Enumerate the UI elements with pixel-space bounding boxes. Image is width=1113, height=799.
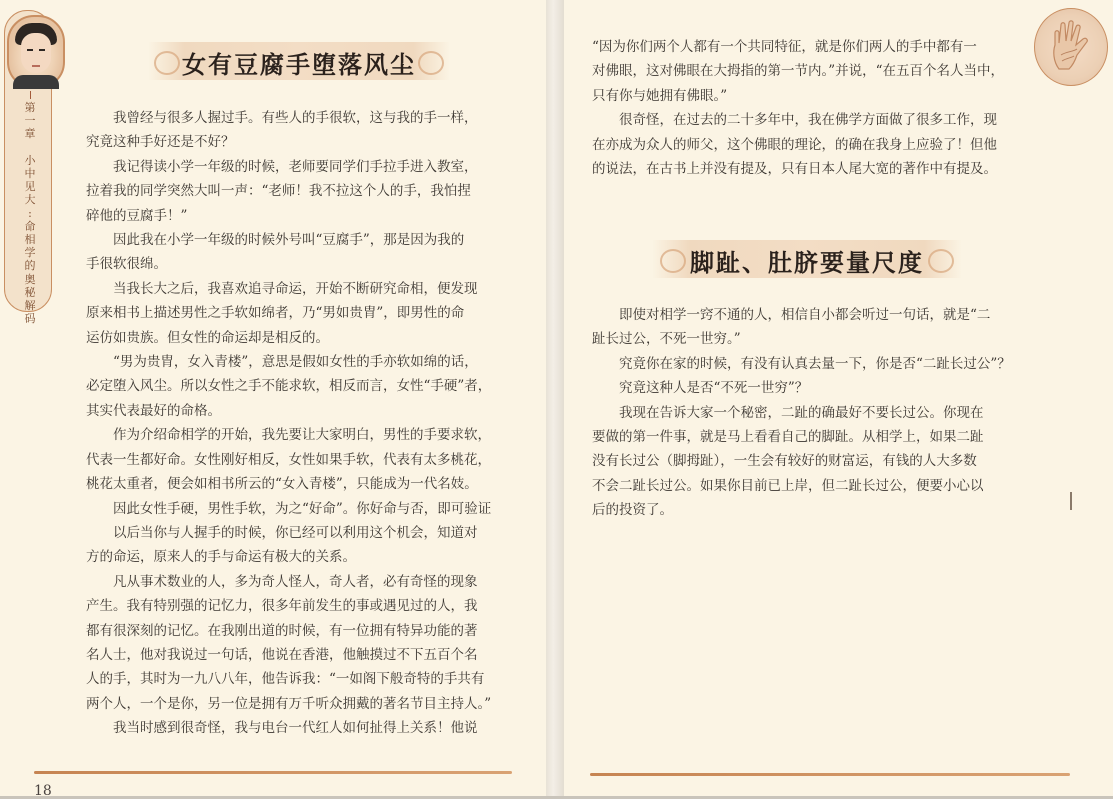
body-text [86,106,512,754]
tab-char: 中 [24,167,36,181]
text-line: 我现在告诉大家一个秘密，二趾的确最好不要长过公。你现在 [592,404,984,421]
section-title: 脚趾、肚脐要量尺度 [690,248,924,277]
text-line: 不会二趾长过公。如果你目前已上岸，但二趾长过公，便要小心以 [592,477,984,494]
bottom-rule [590,773,1070,776]
section-heading [652,240,962,278]
tab-char: 解 [24,299,36,313]
tab-char: 的 [24,259,36,273]
text-line: 我曾经与很多人握过手。有些人的手很软，这与我的手一样， [86,110,478,126]
tab-char: 码 [24,312,36,326]
text-line: 我记得读小学一年级的时候，老师要同学们手拉手进入教室， [86,158,478,175]
body-text-top [592,35,1030,185]
text-line: 在亦成为众人的师父，这个佛眼的理论，的确在我身上应验了！但他 [592,136,997,153]
left-page [0,0,546,799]
text-line: 原来相书上描述男性之手软如绵者，乃“男如贵胄”，即男性的命 [86,305,465,322]
tab-char: 学 [24,246,36,260]
text-line: 都有很深刻的记忆。在我刚出道的时候，有一位拥有特异功能的著 [86,622,478,639]
page-number: 18 [34,783,52,799]
tab-char: : [28,206,32,220]
text-line: 我当时感到很奇怪，我与电台一代红人如何扯得上关系！他说 [86,720,478,737]
text-line: 的说法，在古书上并没有提及，只有日本人尾大宽的著作中有提及。 [592,161,997,178]
text-line: 手很软很绵。 [86,256,167,273]
text-line: 运仿如贵族。但女性的命运却是相反的。 [86,329,329,346]
right-page [564,0,1113,796]
text-line: 碎他的豆腐手！” [86,207,188,224]
tab-char: 奥 [24,272,36,286]
text-line: 拉着我的同学突然大叫一声：“老师！我不拉这个人的手，我怕捏 [86,183,471,200]
tab-char: 见 [24,180,36,194]
text-line: 作为介绍命相学的开始，我先要让大家明白，男性的手要求软， [86,427,491,444]
text-line: 两个人，一个是你，另一位是拥有万千听众拥戴的著名节目主持人。” [86,695,492,712]
text-line: 对佛眼，这对佛眼在大拇指的第一节内。”并说，“在五百个名人当中， [592,63,1005,80]
tab-char [19,141,41,154]
text-line: 凡从事术数业的人，多为奇人怪人，奇人者，必有奇怪的现象 [86,573,478,590]
text-line: 即使对相学一窍不通的人，相信自小都会听过一句话，就是“二 [592,307,991,323]
tab-char: 章 [24,127,36,141]
section-heading [148,42,450,80]
page-edge-mark [1070,492,1072,510]
text-line: 究竟你在家的时候，有没有认真去量一下，你是否“二趾长过公”？ [592,355,1011,372]
tab-char: 一 [24,114,36,128]
text-line: 很奇怪，在过去的二十多年中，我在佛学方面做了很多工作，现 [592,112,997,129]
tab-char: 小 [24,153,36,167]
text-line: 当我长大之后，我喜欢追寻命运，开始不断研究命相，便发现 [86,280,478,297]
text-line: 代表一生都好命。女性刚好相反，女性如果手软，代表有太多桃花， [86,451,491,468]
tab-char: 第 [24,101,36,114]
text-line: 必定堕入风尘。所以女性之手不能求软，相反而言，女性“手硬”者， [86,378,492,395]
text-line: 名人士，他对我说过一句话，他说在香港，他触摸过不下五百个名 [86,646,478,663]
text-line: 人的手，其时为一九八八年，他告诉我：“一如阁下般奇特的手共有 [86,671,485,688]
text-line: “男为贵胄，女入青楼”，意思是假如女性的手亦软如绵的话， [86,354,478,371]
chapter-tab [4,10,52,326]
text-line: 只有你与她拥有佛眼。” [592,87,728,104]
text-line: 因此女性手硬，男性手软，为之“好命”。你好命与否，即可验证 [86,500,492,517]
tab-divider [30,91,31,99]
palm-hand-icon [1034,8,1108,86]
section-title: 女有豆腐手堕落风尘 [182,50,416,79]
text-line: 要做的第一件事，就是马上看看自己的脚趾。从相学上，如果二趾 [592,429,984,446]
text-line: 趾长过公，不死一世穷。” [592,331,741,348]
gutter [546,0,564,796]
text-line: 其实代表最好的命格。 [86,402,221,419]
text-line: 因此我在小学一年级的时候外号叫“豆腐手”，那是因为我的 [86,232,465,249]
text-line: 方的命运，原来人的手与命运有极大的关系。 [86,549,356,566]
tab-char: 大 [24,193,36,207]
tab-char: 秘 [24,285,36,299]
text-line: 产生。我有特别强的记忆力，很多年前发生的事或遇见过的人，我 [86,598,478,615]
text-line: 究竟这种人是否“不死一世穷”？ [592,380,809,397]
portrait-icon [7,15,65,89]
body-text-bottom [592,303,1032,519]
bottom-rule [34,771,512,774]
tab-char: 命 [24,219,36,233]
text-line: 后的投资了。 [592,502,673,519]
text-line: 以后当你与人握手的时候，你已经可以利用这个机会，知道对 [86,524,478,541]
text-line: “因为你们两个人都有一个共同特征，就是你们两人的手中都有一 [592,39,977,55]
text-line: 桃花太重者，便会如相书所云的“女入青楼”，只能成为一代名妓。 [86,476,478,493]
text-line: 究竟这种手好还是不好？ [86,134,235,151]
tab-char: 相 [24,233,36,247]
chapter-label [19,101,41,325]
text-line: 没有长过公（脚拇趾），一生会有较好的财富运，有钱的人大多数 [592,453,977,470]
